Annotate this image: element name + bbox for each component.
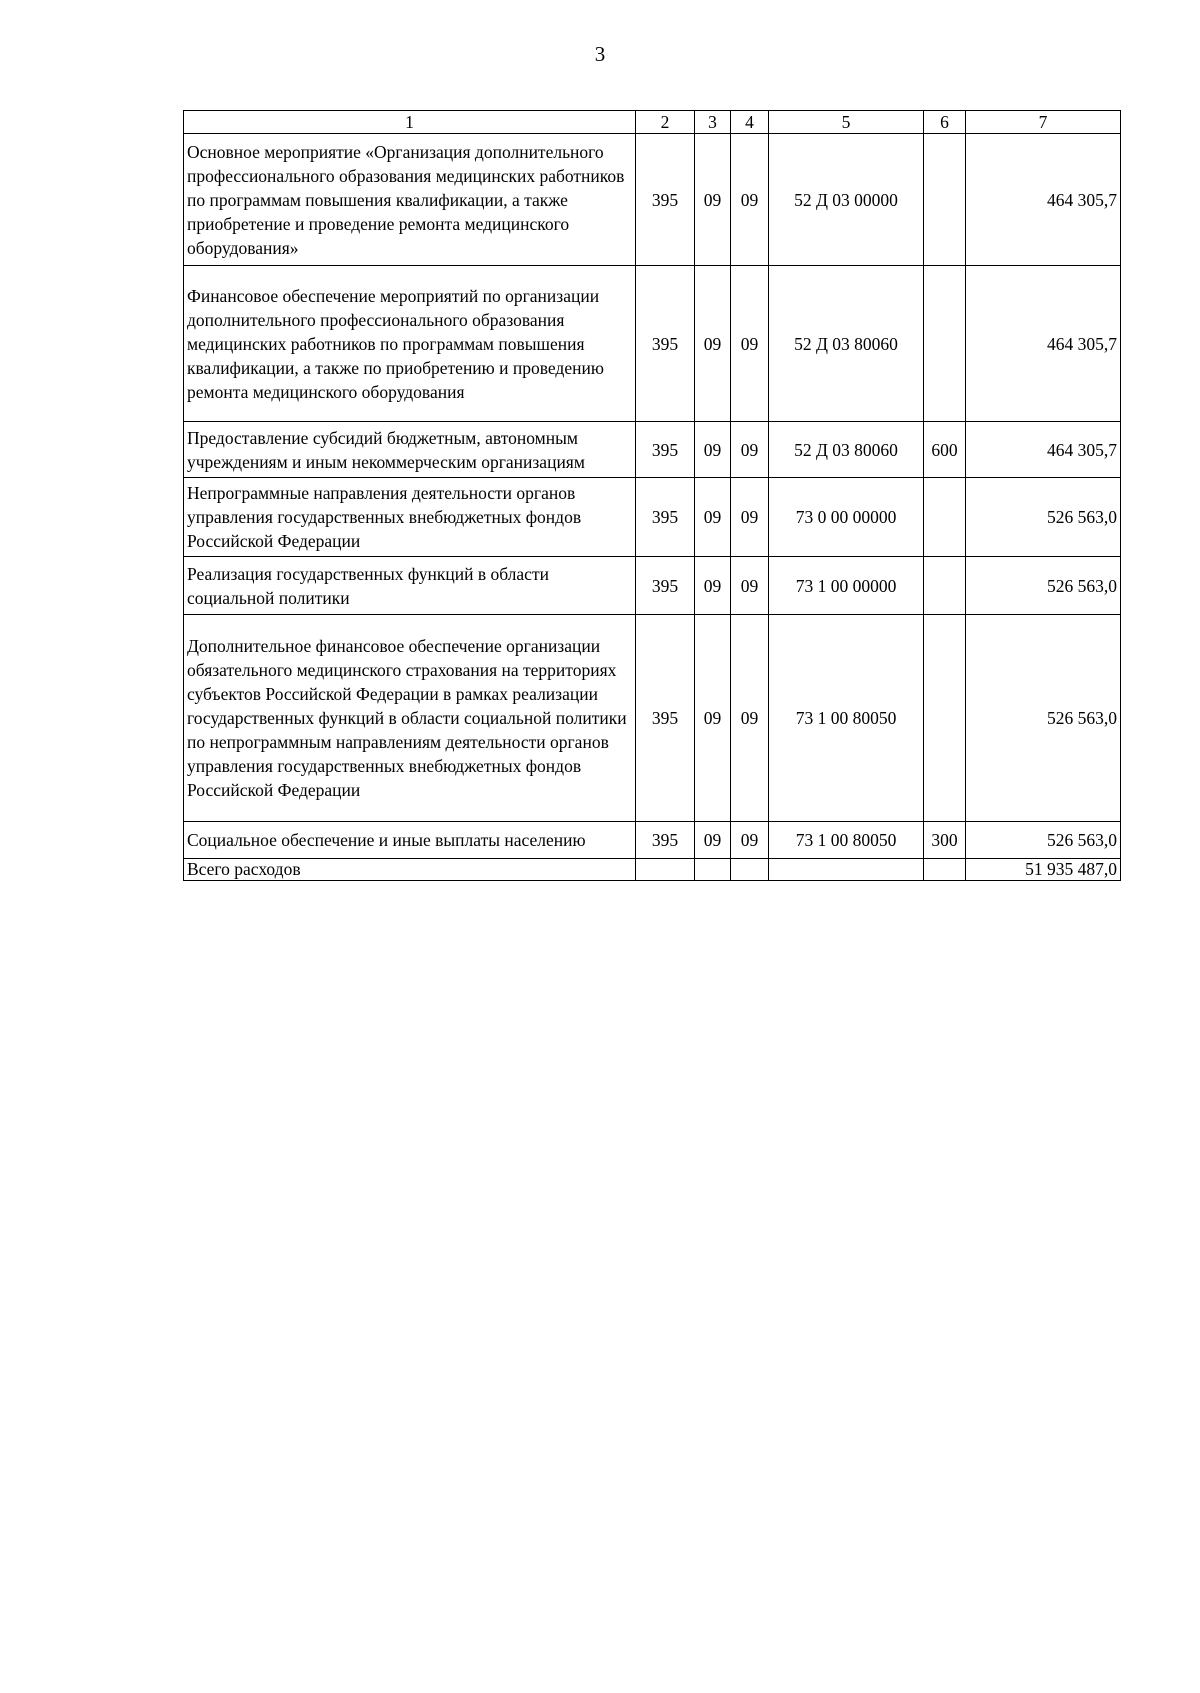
subsection-code: 09 [731, 422, 769, 478]
amount: 464 305,7 [966, 266, 1121, 422]
target-article-code: 73 1 00 80050 [769, 615, 924, 822]
amount: 526 563,0 [966, 822, 1121, 859]
expense-type-code: 300 [924, 822, 966, 859]
ministry-code: 395 [636, 478, 695, 557]
expense-type-code [924, 478, 966, 557]
ministry-code: 395 [636, 822, 695, 859]
empty-cell [924, 859, 966, 881]
header-cell-1: 1 [184, 111, 636, 134]
ministry-code: 395 [636, 422, 695, 478]
header-cell-7: 7 [966, 111, 1121, 134]
budget-expenditure-table [183, 110, 1121, 881]
table-row [184, 266, 1121, 422]
table-row [184, 478, 1121, 557]
expense-type-code [924, 266, 966, 422]
table-row [184, 557, 1121, 615]
ministry-code: 395 [636, 134, 695, 266]
header-cell-6: 6 [924, 111, 966, 134]
header-cell-3: 3 [695, 111, 731, 134]
section-code: 09 [695, 557, 731, 615]
page-number: 3 [594, 42, 606, 66]
subsection-code: 09 [731, 557, 769, 615]
ministry-code: 395 [636, 557, 695, 615]
expense-type-code [924, 557, 966, 615]
subsection-code: 09 [731, 615, 769, 822]
expense-type-code: 600 [924, 422, 966, 478]
expense-name: Реализация государственных функций в области социальной политики [184, 557, 636, 615]
target-article-code: 73 1 00 80050 [769, 822, 924, 859]
empty-cell [731, 859, 769, 881]
target-article-code: 73 1 00 00000 [769, 557, 924, 615]
amount: 464 305,7 [966, 134, 1121, 266]
total-row [184, 859, 1121, 881]
empty-cell [695, 859, 731, 881]
expense-type-code [924, 615, 966, 822]
ministry-code: 395 [636, 615, 695, 822]
header-cell-5: 5 [769, 111, 924, 134]
amount: 526 563,0 [966, 478, 1121, 557]
table-row [184, 615, 1121, 822]
subsection-code: 09 [731, 478, 769, 557]
section-code: 09 [695, 615, 731, 822]
subsection-code: 09 [731, 266, 769, 422]
table-row [184, 822, 1121, 859]
section-code: 09 [695, 266, 731, 422]
expense-name: Финансовое обеспечение мероприятий по организации дополнительного профессионального образования медицинских работников по программам повышения квалификации, а также по приобретению и проведению ремонта медицинского оборудования [184, 266, 636, 422]
amount: 526 563,0 [966, 615, 1121, 822]
expense-name: Основное мероприятие «Организация дополнительного профессионального образования медицинских работников по программам повышения квалификации, а также приобретение и проведение ремонта медицинского оборудования» [184, 134, 636, 266]
expense-name: Социальное обеспечение и иные выплаты населению [184, 822, 636, 859]
empty-cell [636, 859, 695, 881]
amount: 526 563,0 [966, 557, 1121, 615]
expense-type-code [924, 134, 966, 266]
section-code: 09 [695, 822, 731, 859]
table-row [184, 422, 1121, 478]
header-cell-2: 2 [636, 111, 695, 134]
subsection-code: 09 [731, 134, 769, 266]
subsection-code: 09 [731, 822, 769, 859]
amount: 464 305,7 [966, 422, 1121, 478]
table-header-row [184, 111, 1121, 134]
total-amount: 51 935 487,0 [966, 859, 1121, 881]
section-code: 09 [695, 478, 731, 557]
ministry-code: 395 [636, 266, 695, 422]
table-row [184, 134, 1121, 266]
header-cell-4: 4 [731, 111, 769, 134]
target-article-code: 52 Д 03 80060 [769, 422, 924, 478]
total-label: Всего расходов [184, 859, 636, 881]
target-article-code: 52 Д 03 00000 [769, 134, 924, 266]
expense-name: Предоставление субсидий бюджетным, автономным учреждениям и иным некоммерческим организациям [184, 422, 636, 478]
target-article-code: 73 0 00 00000 [769, 478, 924, 557]
empty-cell [769, 859, 924, 881]
section-code: 09 [695, 134, 731, 266]
section-code: 09 [695, 422, 731, 478]
expense-name: Дополнительное финансовое обеспечение организации обязательного медицинского страхования на территориях субъектов Российской Федерации в рамках реализации государственных функций в области социальной политики по непрограммным направлениям деятельности органов управления государственных внебюджетных фондов Российской Федерации [184, 615, 636, 822]
expense-name: Непрограммные направления деятельности органов управления государственных внебюджетных фондов Российской Федерации [184, 478, 636, 557]
target-article-code: 52 Д 03 80060 [769, 266, 924, 422]
